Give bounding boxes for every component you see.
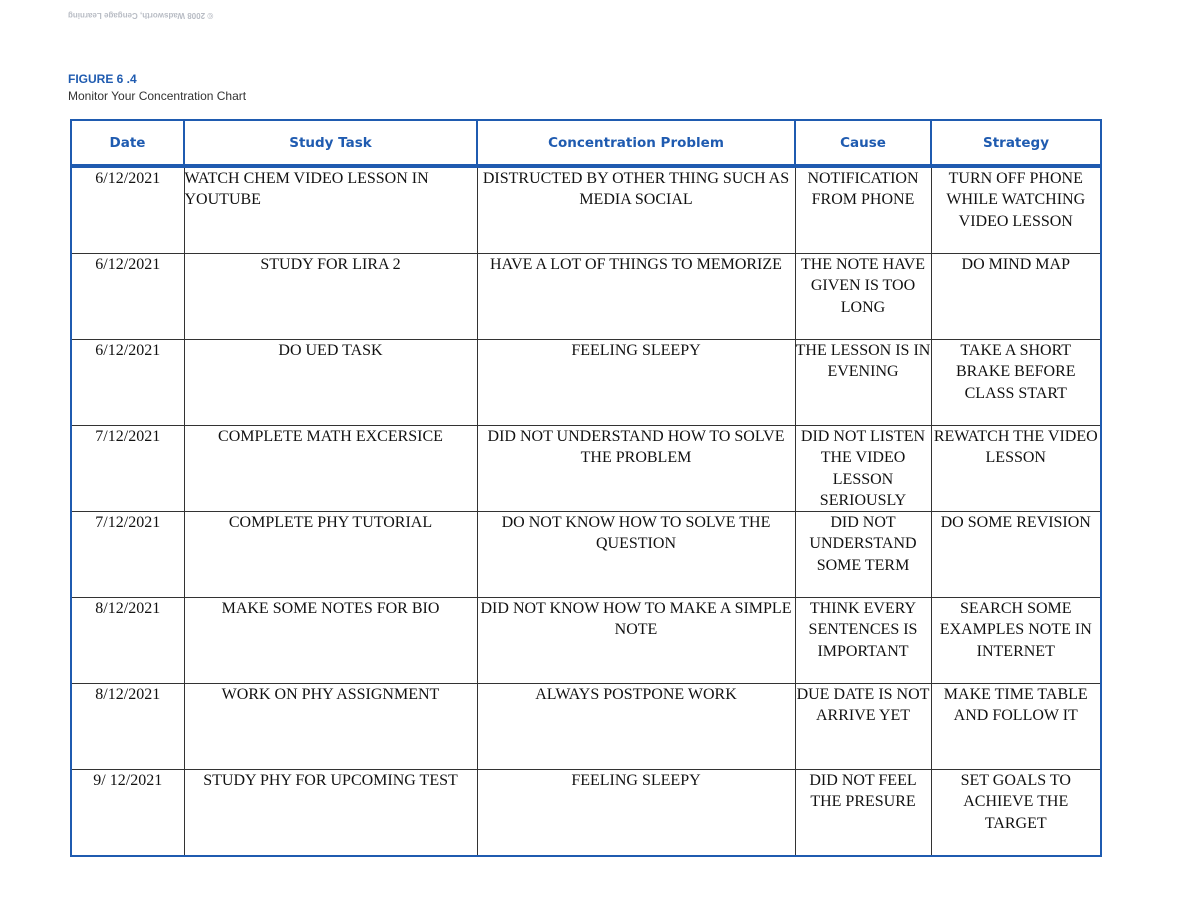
study-task-cell: DO UED TASK [184, 340, 477, 426]
header-row [71, 120, 1101, 166]
column-header-concentration-problem: Concentration Problem [477, 120, 795, 166]
table-row [71, 512, 1101, 598]
table-row [71, 254, 1101, 340]
concentration-problem-cell: HAVE A LOT OF THINGS TO MEMORIZE [477, 254, 795, 340]
study-task-cell: WATCH CHEM VIDEO LESSON IN YOUTUBE [184, 166, 477, 254]
study-task-cell: COMPLETE MATH EXCERSICE [184, 426, 477, 512]
table-row [71, 598, 1101, 684]
study-task-cell: WORK ON PHY ASSIGNMENT [184, 684, 477, 770]
strategy-cell: TAKE A SHORT BRAKE BEFORE CLASS START [931, 340, 1101, 426]
column-header-study-task: Study Task [184, 120, 477, 166]
figure-title: Monitor Your Concentration Chart [68, 89, 247, 103]
concentration-problem-cell: FEELING SLEEPY [477, 340, 795, 426]
concentration-problem-cell: DO NOT KNOW HOW TO SOLVE THE QUESTION [477, 512, 795, 598]
mirrored-copyright-note: © 2008 Wadsworth, Cengage Learning [68, 11, 214, 20]
cause-cell: NOTIFICATION FROM PHONE [795, 166, 931, 254]
date-cell: 8/12/2021 [71, 598, 184, 684]
date-cell: 6/12/2021 [71, 166, 184, 254]
study-task-cell: MAKE SOME NOTES FOR BIO [184, 598, 477, 684]
date-cell: 7/12/2021 [71, 512, 184, 598]
strategy-cell: DO SOME REVISION [931, 512, 1101, 598]
table-row [71, 426, 1101, 512]
figure-label: FIGURE 6 .4 [68, 72, 137, 86]
concentration-problem-cell: DID NOT UNDERSTAND HOW TO SOLVE THE PROBLEM [477, 426, 795, 512]
strategy-cell: REWATCH THE VIDEO LESSON [931, 426, 1101, 512]
table-row [71, 340, 1101, 426]
concentration-problem-cell: FEELING SLEEPY [477, 770, 795, 857]
column-header-date: Date [71, 120, 184, 166]
study-task-cell: STUDY FOR LIRA 2 [184, 254, 477, 340]
strategy-cell: SEARCH SOME EXAMPLES NOTE IN INTERNET [931, 598, 1101, 684]
table-row [71, 166, 1101, 254]
concentration-chart-table [70, 119, 1102, 857]
cause-cell: THE NOTE HAVE GIVEN IS TOO LONG [795, 254, 931, 340]
column-header-strategy: Strategy [931, 120, 1101, 166]
cause-cell: THE LESSON IS IN EVENING [795, 340, 931, 426]
column-header-cause: Cause [795, 120, 931, 166]
concentration-problem-cell: DID NOT KNOW HOW TO MAKE A SIMPLE NOTE [477, 598, 795, 684]
date-cell: 6/12/2021 [71, 340, 184, 426]
concentration-problem-cell: DISTRUCTED BY OTHER THING SUCH AS MEDIA SOCIAL [477, 166, 795, 254]
study-task-cell: STUDY PHY FOR UPCOMING TEST [184, 770, 477, 857]
table-row [71, 684, 1101, 770]
table-row [71, 770, 1101, 857]
study-task-cell: COMPLETE PHY TUTORIAL [184, 512, 477, 598]
date-cell: 9/ 12/2021 [71, 770, 184, 857]
strategy-cell: MAKE TIME TABLE AND FOLLOW IT [931, 684, 1101, 770]
concentration-problem-cell: ALWAYS POSTPONE WORK [477, 684, 795, 770]
strategy-cell: SET GOALS TO ACHIEVE THE TARGET [931, 770, 1101, 857]
cause-cell: DID NOT LISTEN THE VIDEO LESSON SERIOUSLY [795, 426, 931, 512]
cause-cell: DID NOT UNDERSTAND SOME TERM [795, 512, 931, 598]
date-cell: 7/12/2021 [71, 426, 184, 512]
strategy-cell: TURN OFF PHONE WHILE WATCHING VIDEO LESSON [931, 166, 1101, 254]
date-cell: 8/12/2021 [71, 684, 184, 770]
cause-cell: THINK EVERY SENTENCES IS IMPORTANT [795, 598, 931, 684]
cause-cell: DID NOT FEEL THE PRESURE [795, 770, 931, 857]
date-cell: 6/12/2021 [71, 254, 184, 340]
cause-cell: DUE DATE IS NOT ARRIVE YET [795, 684, 931, 770]
strategy-cell: DO MIND MAP [931, 254, 1101, 340]
